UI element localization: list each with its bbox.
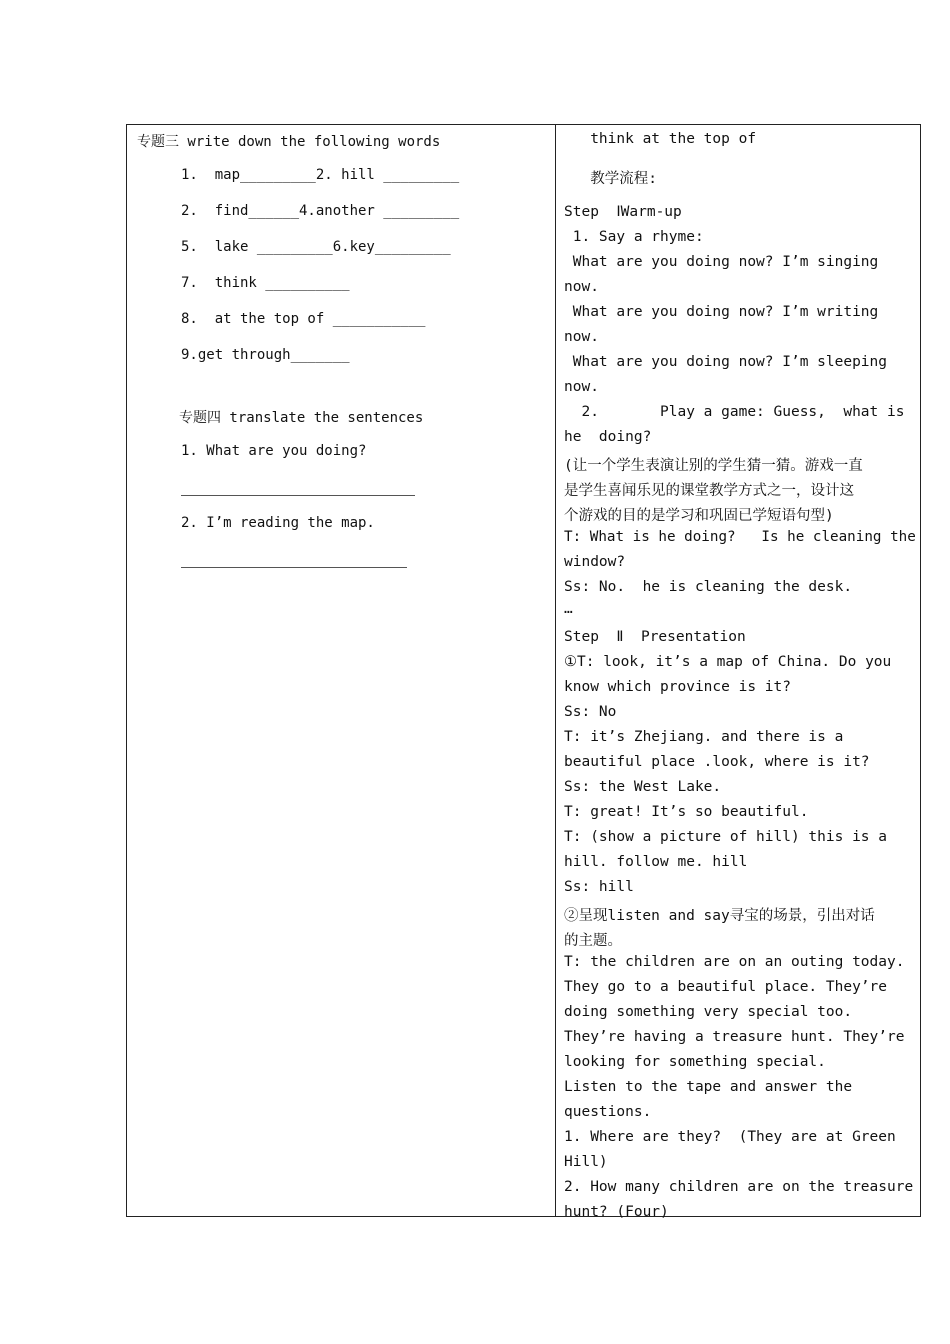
text-line: Ss: No. he is cleaning the desk.	[564, 579, 853, 595]
text-line: doing something very special too.	[564, 1004, 853, 1020]
text-line: 的主题。	[564, 933, 622, 949]
word-item: 8. at the top of ___________	[181, 311, 426, 327]
text-line: Listen to the tape and answer the	[564, 1079, 853, 1095]
text-line: know which province is it?	[564, 679, 791, 695]
text-line: hill. follow me. hill	[564, 854, 748, 870]
text-line: 2. How many children are on the treasure	[564, 1179, 914, 1195]
text-line: window?	[564, 554, 626, 570]
text-line: T: great! It’s so beautiful.	[564, 804, 809, 820]
step-heading: Step ⅠWarm-up	[564, 204, 682, 220]
sentence-2: 2. I’m reading the map.	[181, 515, 375, 531]
text-line: looking for something special.	[564, 1054, 826, 1070]
answer-line-1	[181, 495, 415, 496]
text-line: Ss: hill	[564, 879, 634, 895]
text-line: now.	[564, 279, 599, 295]
text-line: They’re having a treasure hunt. They’re	[564, 1029, 905, 1045]
text-line: questions.	[564, 1104, 652, 1120]
text-line: T: the children are on an outing today.	[564, 954, 905, 970]
text-line: What are you doing now? I’m singing	[564, 254, 879, 270]
text-line: What are you doing now? I’m sleeping	[564, 354, 888, 370]
step-heading: Step Ⅱ Presentation	[564, 629, 746, 645]
text-line: 1. Where are they? (They are at Green	[564, 1129, 896, 1145]
text-line: think at the top of	[564, 131, 757, 147]
text-line: 是学生喜闻乐见的课堂教学方式之一，设计这	[564, 483, 854, 499]
text-line: Ss: the West Lake.	[564, 779, 722, 795]
word-item: 2. find______4.another _________	[181, 203, 460, 219]
text-line: ②呈现listen and say寻宝的场景，引出对话	[564, 908, 875, 924]
section-title-4: 专题四 translate the sentences	[179, 410, 424, 426]
text-line: ①T: look, it’s a map of China. Do you	[564, 654, 892, 670]
text-line: 个游戏的目的是学习和巩固已学短语句型)	[564, 508, 834, 524]
text-line: T: What is he doing? Is he cleaning the	[564, 529, 916, 545]
text-line: They go to a beautiful place. They’re	[564, 979, 888, 995]
text-line: 教学流程:	[564, 171, 657, 187]
text-line: Hill)	[564, 1154, 608, 1170]
text-line: beautiful place .look, where is it?	[564, 754, 870, 770]
text-line: 2. Play a game: Guess, what is	[564, 404, 905, 420]
column-divider	[555, 125, 556, 1216]
word-item: 1. map_________2. hill _________	[181, 167, 460, 183]
text-line: What are you doing now? I’m writing	[564, 304, 879, 320]
text-line: T: it’s Zhejiang. and there is a	[564, 729, 844, 745]
word-item: 5. lake _________6.key_________	[181, 239, 451, 255]
text-line: 1. Say a rhyme:	[564, 229, 704, 245]
text-line: …	[564, 601, 573, 617]
text-line: (让一个学生表演让别的学生猜一猜。游戏一直	[564, 458, 863, 474]
answer-line-2	[181, 567, 407, 568]
word-item: 7. think __________	[181, 275, 350, 291]
text-line: Ss: No	[564, 704, 617, 720]
text-line: he doing?	[564, 429, 652, 445]
text-line: now.	[564, 379, 599, 395]
text-line: T: (show a picture of hill) this is a	[564, 829, 888, 845]
text-line: now.	[564, 329, 599, 345]
text-line: hunt? (Four)	[564, 1204, 669, 1220]
sentence-1: 1. What are you doing?	[181, 443, 367, 459]
section-title-3: 专题三 write down the following words	[137, 134, 441, 150]
lesson-table	[126, 124, 921, 1220]
word-item: 9.get through_______	[181, 347, 350, 363]
